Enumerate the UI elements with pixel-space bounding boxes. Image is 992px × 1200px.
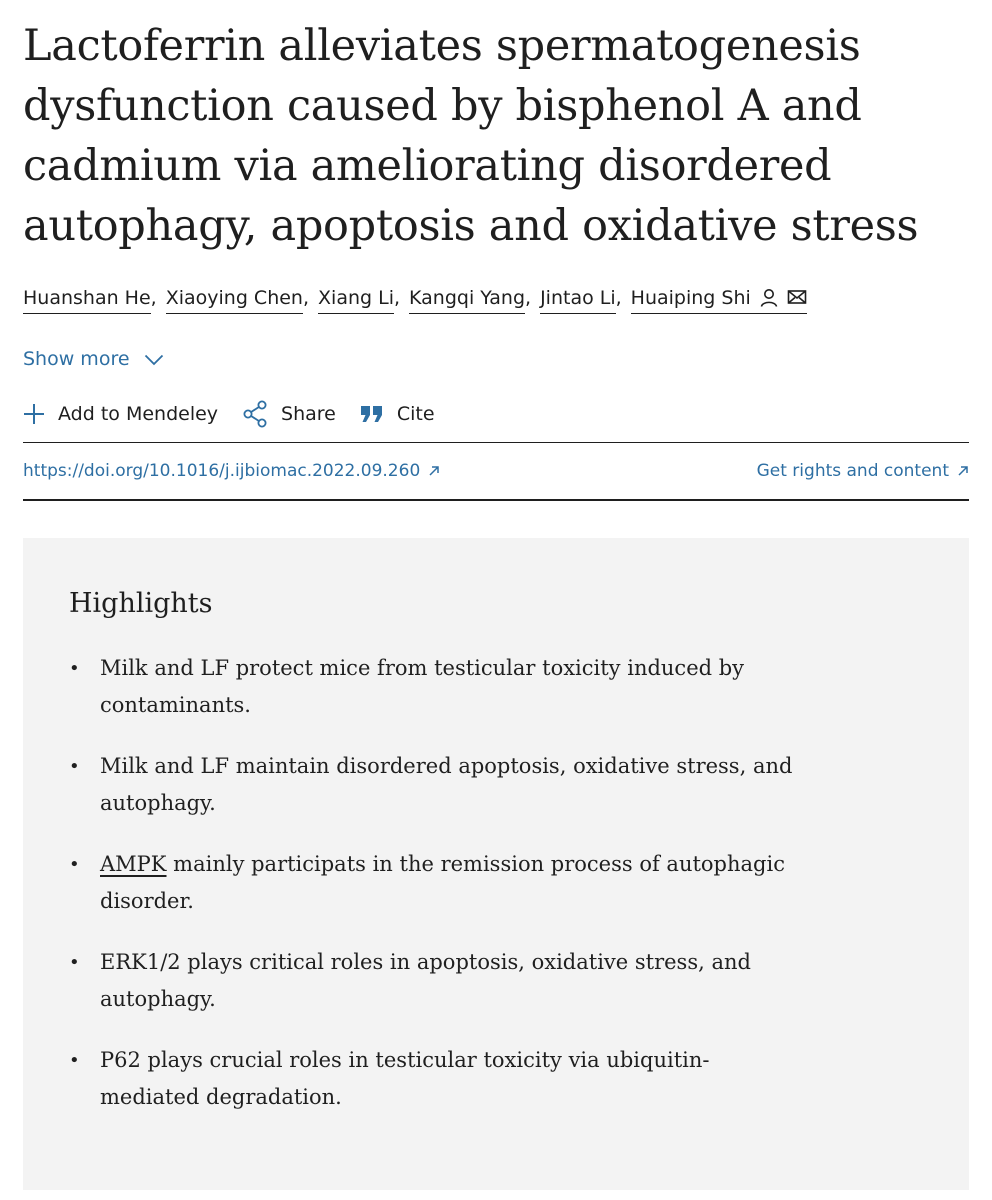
mendeley-label: Add to Mendeley: [58, 403, 219, 425]
envelope-icon: [787, 288, 807, 306]
arrow-up-right-icon: [428, 465, 440, 477]
share-button[interactable]: [242, 400, 336, 428]
highlight-item: [69, 944, 800, 1018]
author-separator: ,: [302, 287, 310, 309]
plus-icon: [23, 403, 45, 425]
add-to-mendeley-button[interactable]: [23, 403, 218, 425]
highlight-item: [69, 1042, 800, 1116]
author-link[interactable]: Kangqi Yang: [409, 286, 525, 314]
highlights-panel: [23, 538, 969, 1190]
show-more-button[interactable]: [23, 348, 164, 370]
share-label: Share: [281, 403, 336, 425]
share-icon: [242, 400, 268, 428]
bullet: •: [69, 1050, 80, 1071]
article-title: Lactoferrin alleviates spermatogenesis dysfunction caused by bisphenol A and cadmium via ameliorating disordered autophagy, apoptosis and oxidative stress: [23, 21, 919, 251]
doi-link[interactable]: [23, 461, 440, 481]
bullet: •: [69, 756, 80, 777]
show-more-label: Show more: [23, 348, 130, 370]
highlight-text: ERK1/2 plays critical roles in apoptosis, oxidative stress, and autophagy.: [100, 950, 751, 1011]
highlights-list: [69, 650, 923, 1116]
glossary-term-link[interactable]: AMPK: [100, 852, 167, 876]
get-rights-text: Get rights and content: [756, 461, 949, 481]
highlight-item: [69, 748, 800, 822]
highlight-text: Milk and LF protect mice from testicular toxicity induced by contaminants.: [100, 656, 745, 717]
cite-button[interactable]: [360, 403, 435, 425]
bullet: •: [69, 658, 80, 679]
author-list: [23, 286, 969, 318]
highlight-item: [69, 650, 800, 724]
author-separator: ,: [393, 287, 401, 309]
section-divider: [23, 499, 969, 501]
cite-label: Cite: [396, 403, 435, 425]
article-header: [23, 0, 969, 1109]
arrow-up-right-icon: [957, 465, 969, 477]
get-rights-link[interactable]: [757, 461, 969, 481]
author-name: Huaiping Shi: [630, 287, 751, 309]
highlight-item: [69, 846, 800, 920]
author-link[interactable]: Xiaoying Chen: [166, 286, 303, 314]
author-separator: ,: [615, 287, 622, 309]
author-separator: ,: [150, 287, 157, 309]
highlights-heading: Highlights: [69, 588, 213, 619]
author-link[interactable]: Xiang Li: [318, 286, 394, 314]
article-actions: [23, 398, 969, 430]
doi-row: [23, 443, 969, 499]
corresponding-author-link[interactable]: [631, 286, 807, 314]
quote-icon: [360, 404, 384, 424]
bullet: •: [69, 952, 80, 973]
bullet: •: [69, 854, 80, 875]
chevron-down-icon: [144, 354, 164, 366]
highlight-text: P62 plays crucial roles in testicular toxicity via ubiquitin-mediated degradation.: [100, 1048, 710, 1109]
highlight-text: Milk and LF maintain disordered apoptosis, oxidative stress, and autophagy.: [100, 754, 793, 815]
author-link[interactable]: Huanshan He: [23, 286, 151, 314]
person-icon: [760, 288, 778, 308]
doi-link-text: https://doi.org/10.1016/j.ijbiomac.2022.09.260: [23, 461, 421, 481]
author-link[interactable]: Jintao Li: [540, 286, 616, 314]
highlight-text: mainly participats in the remission process of autophagic disorder.: [100, 852, 785, 913]
author-separator: ,: [525, 287, 532, 309]
